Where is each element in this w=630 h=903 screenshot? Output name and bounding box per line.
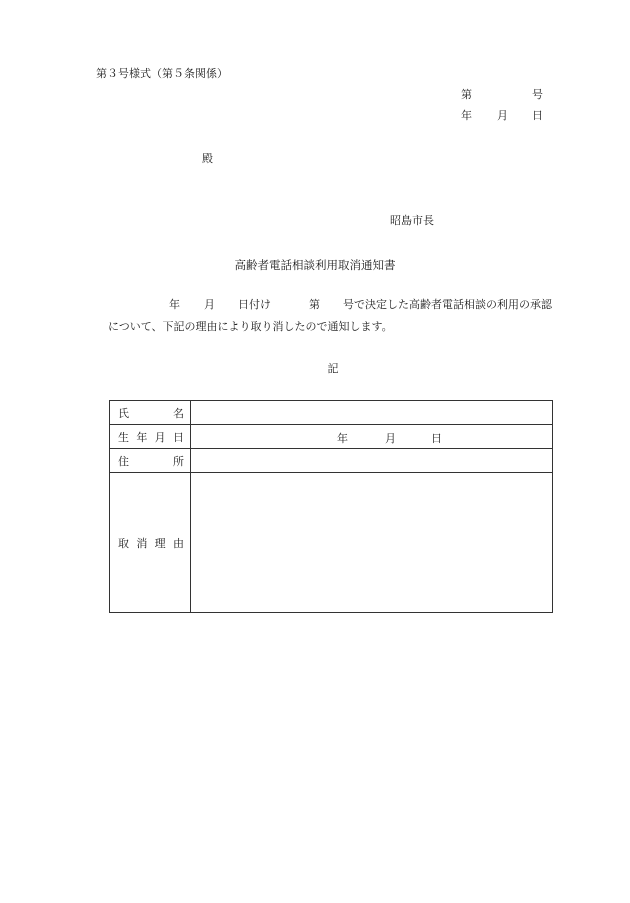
reason-field[interactable] [191,473,553,613]
details-table [109,400,553,613]
doc-number-suffix: 号 [532,88,543,101]
issue-date-month: 月 [497,109,508,122]
birthdate-month: 月 [385,432,396,445]
doc-number-prefix: 第 [461,88,472,101]
table-row-name [110,401,553,425]
address-field[interactable] [191,449,553,473]
form-number: 第３号様式（第５条関係） [96,67,228,80]
body-month: 月 [204,298,215,311]
sender-name: 昭島市長 [390,214,434,227]
body-day: 日付け [238,298,271,311]
table-row-reason [110,473,553,613]
issue-date-year: 年 [461,109,472,122]
birthdate-field[interactable] [191,425,553,449]
birthdate-day: 日 [431,432,442,445]
body-line-2: について、下記の理由により取り消したので通知します。 [108,320,393,333]
body-number-prefix: 第 [309,298,320,311]
document-title: 高齢者電話相談利用取消通知書 [234,258,396,272]
body-year: 年 [169,298,180,311]
reason-label: 取 消 理 由 [110,473,191,613]
table-row-birthdate [110,425,553,449]
birthdate-label: 生 年 月 日 [110,425,191,449]
birthdate-year: 年 [337,432,348,445]
body-line-1: 号で決定した高齢者電話相談の利用の承認 [343,298,552,311]
addressee-honorific: 殿 [202,152,213,165]
name-field[interactable] [191,401,553,425]
address-label: 住 所 [110,449,191,473]
issue-date-day: 日 [532,109,543,122]
ki-heading: 記 [327,362,339,375]
name-label: 氏 名 [110,401,191,425]
table-row-address [110,449,553,473]
